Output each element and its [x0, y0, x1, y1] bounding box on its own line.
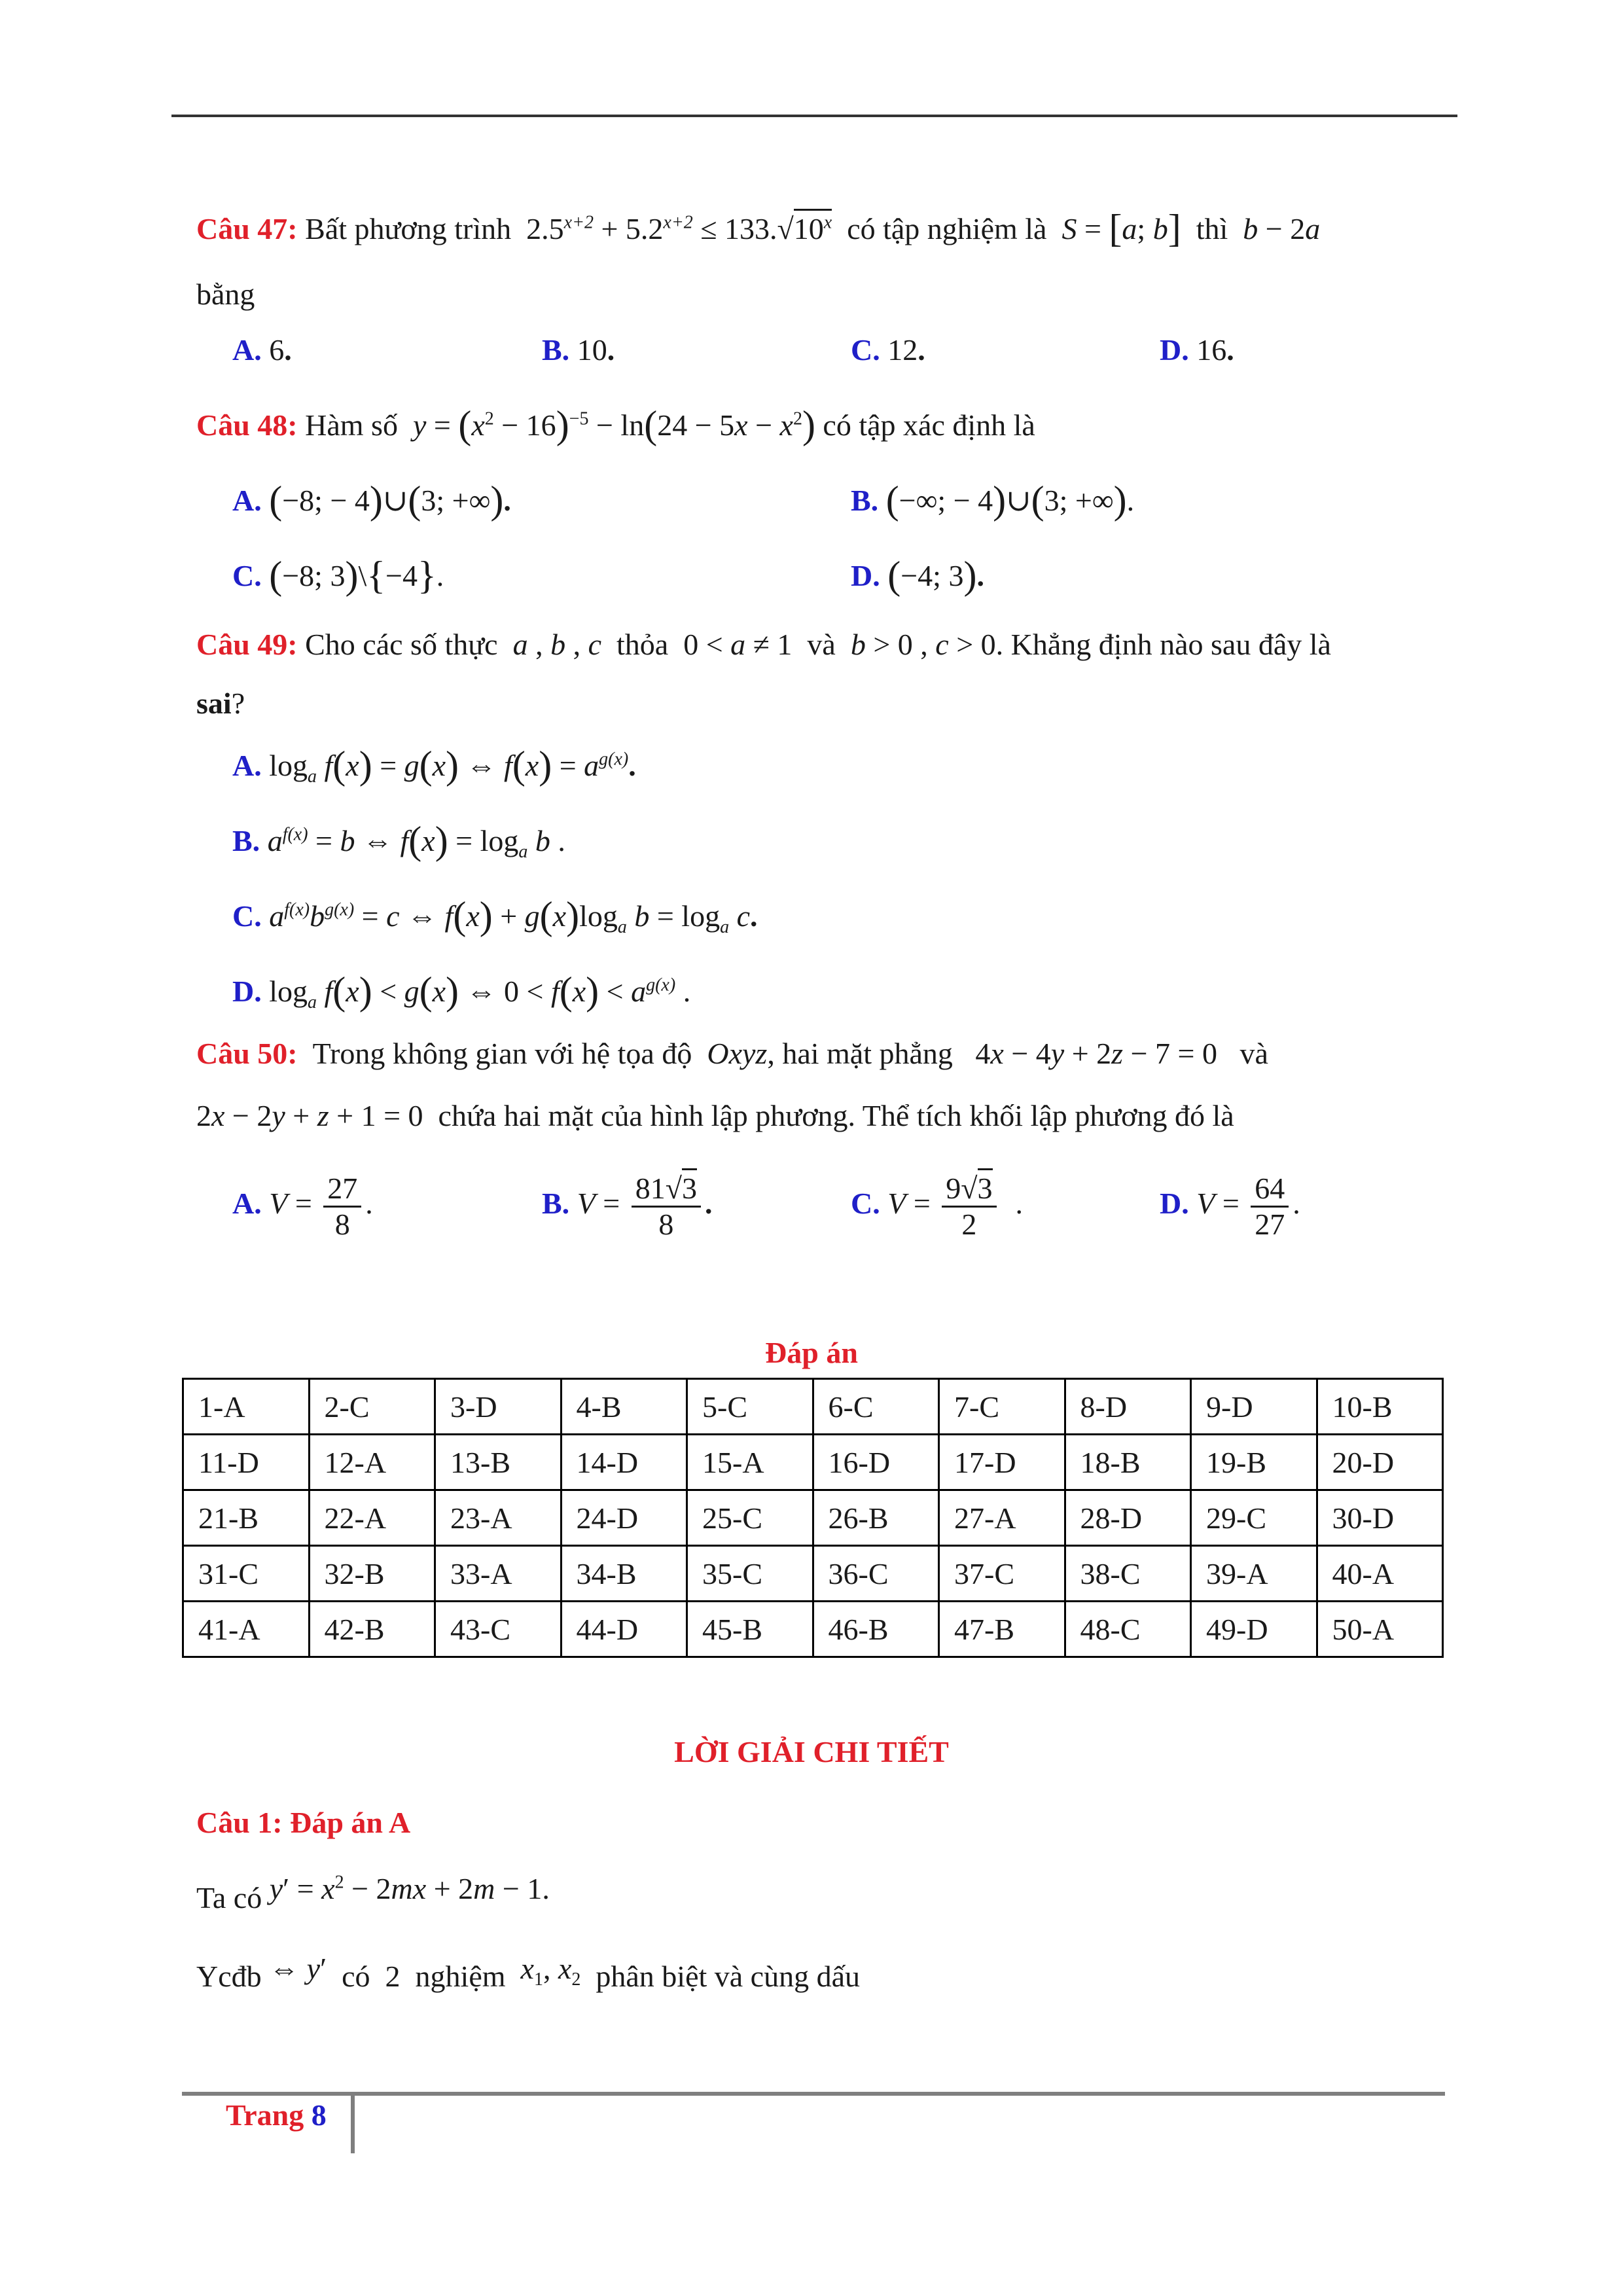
answer-cell: 15-A — [687, 1435, 813, 1490]
answer-cell: 49-D — [1191, 1602, 1317, 1657]
q50-stem-cont: 2x − 2y + z + 1 = 0 chứa hai mặt của hình lập phương. Thể tích khối lập phương đó là — [196, 1099, 1234, 1132]
q50-option-b: B. V = $\frac{81√3}{8}$ . — [542, 1172, 713, 1242]
answer-cell: 5-C — [687, 1379, 813, 1435]
q47-inequality: $2.5^{x+2} + 5.2^{x+2} \le 133.√10^x$ — [526, 212, 832, 245]
answer-cell: 1-A — [183, 1379, 310, 1435]
q48-option-c: C. (−8; 3)\{−4}. — [232, 554, 444, 597]
answer-row — [183, 1379, 1443, 1435]
q47-stem-cont: bằng — [196, 278, 255, 311]
answer-cell: 25-C — [687, 1490, 813, 1546]
answer-cell: 48-C — [1065, 1602, 1191, 1657]
q48-option-a: A. (−8; − 4)∪(3; +∞). — [232, 478, 511, 522]
answer-cell: 7-C — [939, 1379, 1065, 1435]
q49-label: Câu 49: — [196, 628, 298, 661]
answer-cell: 22-A — [309, 1490, 435, 1546]
q49-option-b: B. $a^{f(x)} = b$ ⇔ $f(x) = \log_a b$ . — [232, 819, 565, 863]
answer-cell: 36-C — [813, 1546, 939, 1602]
answer-cell: 32-B — [309, 1546, 435, 1602]
q47-stem: Câu 47: Bất phương trình $2.5^{x+2} + 5.2^{x+2} \le 133.√10^x$ có tập nghiệm là S = [a; b] thì b − 2a — [196, 207, 1321, 250]
answer-cell: 24-D — [561, 1490, 687, 1546]
answer-cell: 28-D — [1065, 1490, 1191, 1546]
answer-cell: 37-C — [939, 1546, 1065, 1602]
answer-cell: 9-D — [1191, 1379, 1317, 1435]
q49-option-c: C. $a^{f(x)}b^{g(x)} = c$ ⇔ $f(x) + g(x)\log_a$ $b = \log_a c$. — [232, 894, 758, 938]
q50-option-d: D. V = $\frac{64}{27}$ . — [1160, 1172, 1300, 1241]
answer-cell: 41-A — [183, 1602, 310, 1657]
q49-option-d: D. $\log_a f(x) < g(x)$ ⇔ $0 < f(x) < a^{g(x)}$ . — [232, 969, 691, 1013]
solution-line-1: Ta có $y' = x^2 - 2mx + 2m - 1$. — [196, 1872, 550, 1914]
answer-row — [183, 1490, 1443, 1546]
answer-cell: 30-D — [1317, 1490, 1443, 1546]
answer-cell: 46-B — [813, 1602, 939, 1657]
answer-cell: 12-A — [309, 1435, 435, 1490]
answer-cell: 3-D — [435, 1379, 562, 1435]
q50-option-a: A. V = $\frac{27}{8}$ . — [232, 1172, 373, 1241]
answer-cell: 45-B — [687, 1602, 813, 1657]
answer-cell: 42-B — [309, 1602, 435, 1657]
answer-cell: 29-C — [1191, 1490, 1317, 1546]
answer-cell: 50-A — [1317, 1602, 1443, 1657]
answer-cell: 33-A — [435, 1546, 562, 1602]
answer-cell: 20-D — [1317, 1435, 1443, 1490]
header-rule — [171, 115, 1457, 117]
answer-cell: 13-B — [435, 1435, 562, 1490]
answer-row — [183, 1546, 1443, 1602]
answer-cell: 39-A — [1191, 1546, 1317, 1602]
answer-cell: 34-B — [561, 1546, 687, 1602]
answer-cell: 21-B — [183, 1490, 310, 1546]
q49-sai: sai — [196, 687, 232, 720]
answer-cell: 11-D — [183, 1435, 310, 1490]
answer-row — [183, 1435, 1443, 1490]
q49-option-a: A. $\log_a f(x) = g(x)$ ⇔ $f(x) = a^{g(x)}$. — [232, 744, 636, 787]
footer-divider — [351, 2096, 355, 2153]
answer-cell: 17-D — [939, 1435, 1065, 1490]
answer-cell: 4-B — [561, 1379, 687, 1435]
q47-option-c: C. 12. — [851, 333, 925, 367]
q48-label: Câu 48: — [196, 408, 298, 442]
q49-stem: Câu 49: Cho các số thực a , b , c thỏa 0 < a ≠ 1 và b > 0 , c > 0. Khẳng định nào sau đây là — [196, 628, 1331, 661]
q48-function: $y = (x^2 - 16)^{-5} - \ln(24 - 5x - x^2)$ — [412, 403, 815, 446]
answer-cell: 6-C — [813, 1379, 939, 1435]
answer-cell: 19-B — [1191, 1435, 1317, 1490]
q50-option-c: C. V = $\frac{9√3}{2}$ . — [851, 1172, 1023, 1242]
answer-cell: 44-D — [561, 1602, 687, 1657]
solution-line-2: Ycđb ⇔ y′ có 2 nghiệm $x_1$, $x_2$ phân biệt và cùng dấu — [196, 1952, 861, 1993]
answer-cell: 35-C — [687, 1546, 813, 1602]
answer-cell: 18-B — [1065, 1435, 1191, 1490]
answer-cell: 23-A — [435, 1490, 562, 1546]
answer-cell: 14-D — [561, 1435, 687, 1490]
q47-set: S — [1061, 212, 1077, 245]
answer-cell: 47-B — [939, 1602, 1065, 1657]
answer-cell: 40-A — [1317, 1546, 1443, 1602]
answer-key-table — [182, 1378, 1444, 1658]
answer-cell: 43-C — [435, 1602, 562, 1657]
answer-cell: 10-B — [1317, 1379, 1443, 1435]
page-number: Trang 8 — [226, 2098, 327, 2132]
answer-cell: 38-C — [1065, 1546, 1191, 1602]
q48-option-b: B. (−∞; − 4)∪(3; +∞). — [851, 478, 1135, 522]
solution-q1-label: Câu 1: Đáp án A — [196, 1806, 411, 1839]
solution-title: LỜI GIẢI CHI TIẾT — [674, 1735, 949, 1768]
q47-label: Câu 47: — [196, 212, 298, 245]
q47-option-b: B. 10. — [542, 333, 615, 367]
answer-row — [183, 1602, 1443, 1657]
answer-cell: 2-C — [309, 1379, 435, 1435]
q48-option-d: D. (−4; 3). — [851, 554, 984, 597]
answer-cell: 16-D — [813, 1435, 939, 1490]
answer-key-title: Đáp án — [765, 1336, 858, 1369]
footer-rule — [182, 2092, 1445, 2096]
q49-stem-cont: sai? — [196, 687, 245, 720]
answer-cell: 31-C — [183, 1546, 310, 1602]
q47-option-a: A. 6. — [232, 333, 292, 367]
answer-cell: 26-B — [813, 1490, 939, 1546]
answer-cell: 27-A — [939, 1490, 1065, 1546]
answer-cell: 8-D — [1065, 1379, 1191, 1435]
q48-stem: Câu 48: Hàm số $y = (x^2 - 16)^{-5} - \ln(24 - 5x - x^2)$ có tập xác định là — [196, 403, 1035, 446]
q50-label: Câu 50: — [196, 1037, 298, 1070]
q47-option-d: D. 16. — [1160, 333, 1234, 367]
q50-stem: Câu 50: Trong không gian với hệ tọa độ Oxyz, hai mặt phẳng 4x − 4y + 2z − 7 = 0 và — [196, 1037, 1268, 1070]
